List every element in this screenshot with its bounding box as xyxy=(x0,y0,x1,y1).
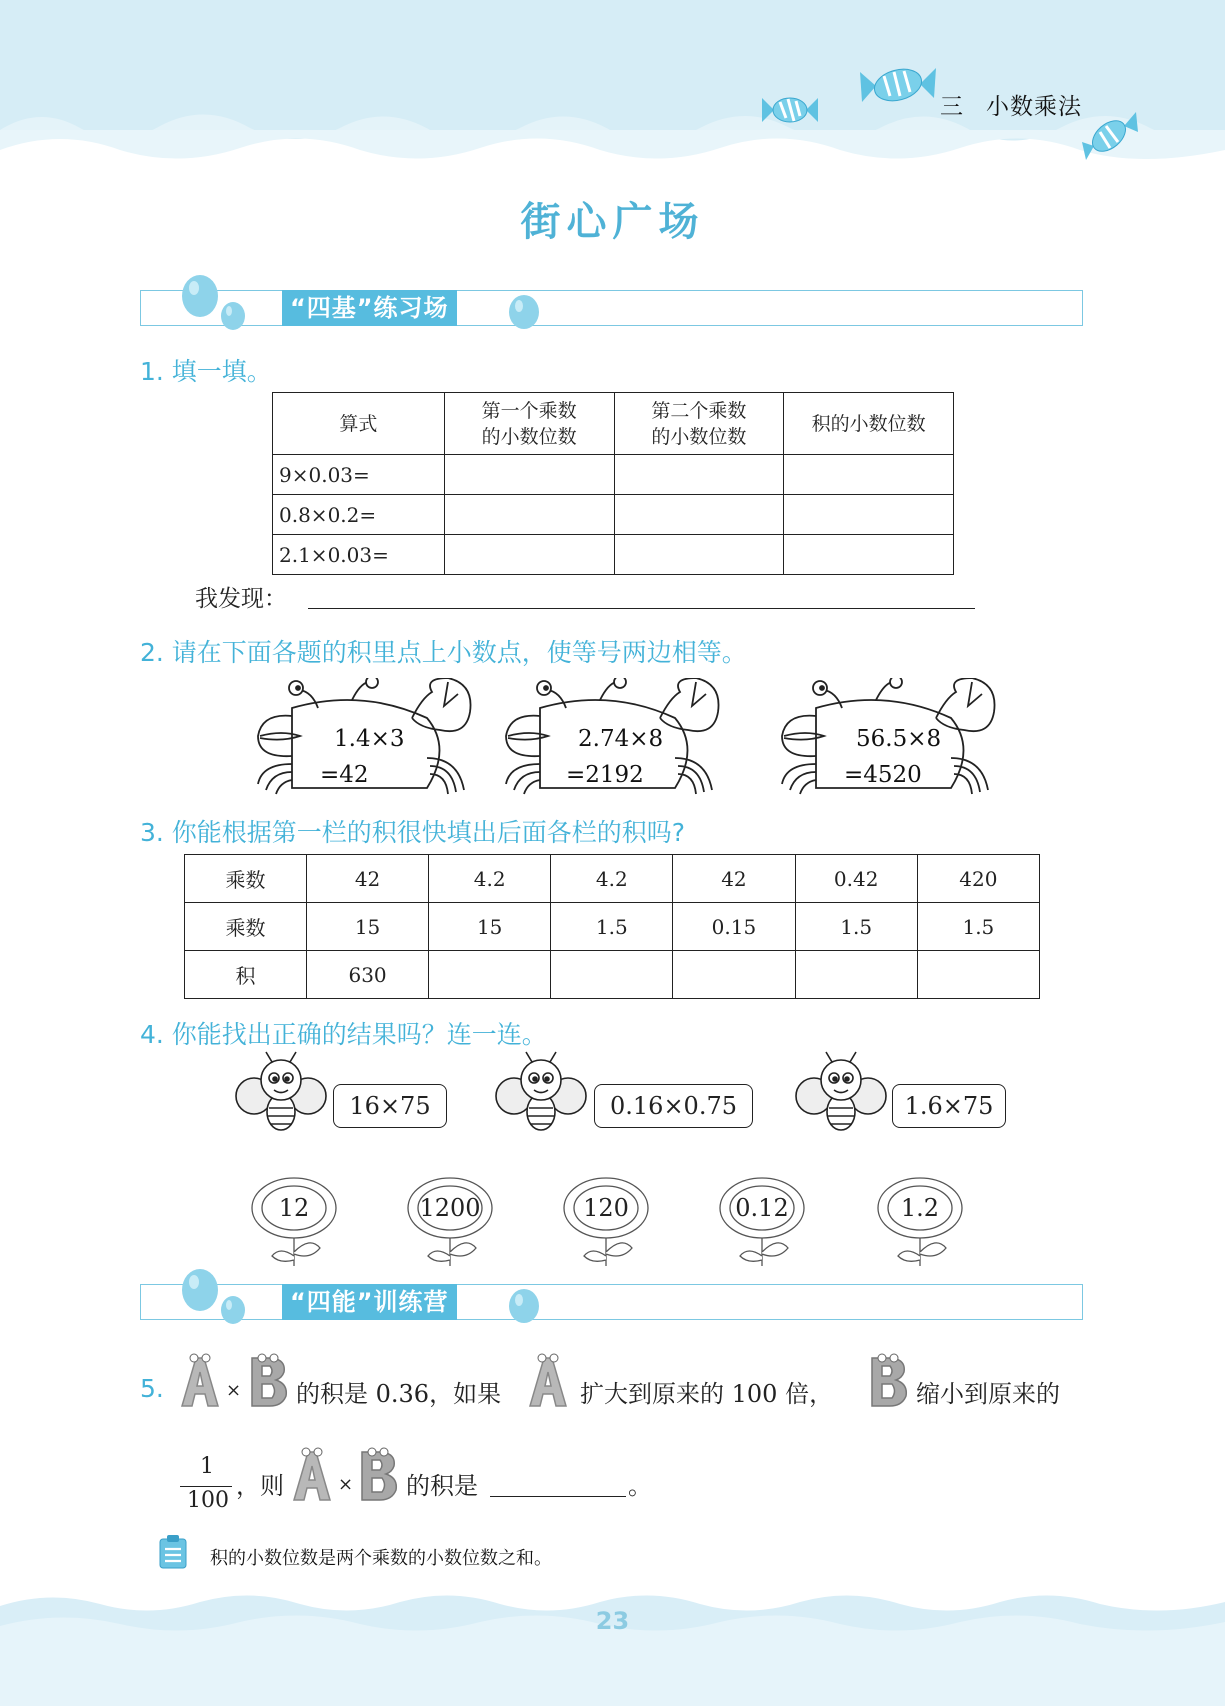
times-sign: × xyxy=(226,1380,242,1401)
result-flower[interactable]: 12 xyxy=(278,1194,310,1222)
answer-cell[interactable] xyxy=(784,455,954,495)
table-cell: 2.1×0.03= xyxy=(273,535,445,575)
table-row xyxy=(273,393,954,455)
fraction-bar xyxy=(180,1486,232,1487)
chapter-number: 三 xyxy=(940,94,964,120)
table-row xyxy=(185,855,1040,903)
result-flower[interactable]: 1.2 xyxy=(900,1194,940,1222)
table-cell: 42 xyxy=(306,855,428,903)
table-cell: 1.5 xyxy=(551,903,673,951)
table-cell: 1.5 xyxy=(795,903,917,951)
bee-icon xyxy=(494,1050,588,1134)
answer-cell[interactable] xyxy=(444,495,614,535)
table-row xyxy=(273,495,954,535)
question-1-title: 1. 填一填。 xyxy=(140,357,272,386)
page-title: 街心广场 xyxy=(520,198,705,245)
table-header: 第一个乘数 的小数位数 xyxy=(444,393,614,455)
table-row xyxy=(185,903,1040,951)
crab-expression: 56.5×8 xyxy=(856,726,942,752)
row-label: 乘数 xyxy=(185,855,307,903)
answer-cell[interactable] xyxy=(784,495,954,535)
q5-text-1: 的积是 0.36，如果 xyxy=(296,1380,502,1408)
table-header: 算式 xyxy=(273,393,445,455)
chapter-title: 小数乘法 xyxy=(986,94,1082,120)
crab-result[interactable]: =2192 xyxy=(566,762,644,788)
table-cell: 9×0.03= xyxy=(273,455,445,495)
letter-a-text: A xyxy=(199,1404,201,1405)
table-cell: 0.15 xyxy=(673,903,795,951)
expression-card[interactable]: 0.16×0.75 xyxy=(594,1084,753,1128)
crab-expression: 1.4×3 xyxy=(334,726,405,752)
table-cell: 0.8×0.2= xyxy=(273,495,445,535)
letter-b-icon xyxy=(356,1446,400,1502)
letter-a-icon xyxy=(178,1352,222,1408)
expression-card[interactable]: 1.6×75 xyxy=(892,1084,1006,1128)
letter-b-icon xyxy=(246,1352,290,1408)
answer-cell[interactable] xyxy=(444,455,614,495)
row-label: 乘数 xyxy=(185,903,307,951)
q1-table xyxy=(272,392,954,575)
balloon-icon xyxy=(178,272,248,336)
question-3-title: 3. 你能根据第一栏的积很快填出后面各栏的积吗? xyxy=(140,818,686,847)
q5-answer-line[interactable] xyxy=(490,1496,626,1497)
answer-cell[interactable] xyxy=(614,455,784,495)
balloon-icon xyxy=(178,1266,248,1330)
table-cell: 4.2 xyxy=(429,855,551,903)
q5-text-6: 。 xyxy=(628,1472,652,1500)
table-cell: 420 xyxy=(917,855,1039,903)
table-cell: 630 xyxy=(306,951,428,999)
table-cell: 15 xyxy=(429,903,551,951)
bee-icon xyxy=(234,1050,328,1134)
q5-text-2: 扩大到原来的 100 倍， xyxy=(580,1380,834,1408)
letter-a-icon xyxy=(290,1446,334,1502)
letter-b-icon xyxy=(866,1352,910,1408)
answer-cell[interactable] xyxy=(673,951,795,999)
table-header: 积的小数位数 xyxy=(784,393,954,455)
table-cell: 1.5 xyxy=(917,903,1039,951)
header-band xyxy=(0,0,1225,170)
crab-expression: 2.74×8 xyxy=(578,726,664,752)
question-2-title: 2. 请在下面各题的积里点上小数点，使等号两边相等。 xyxy=(140,638,747,667)
table-cell: 42 xyxy=(673,855,795,903)
section-label-basics: “四基”练习场 xyxy=(282,290,457,326)
candy-icon xyxy=(760,92,820,128)
answer-cell[interactable] xyxy=(795,951,917,999)
answer-cell[interactable] xyxy=(784,535,954,575)
chapter-heading xyxy=(940,88,1082,121)
answer-cell[interactable] xyxy=(917,951,1039,999)
answer-cell[interactable] xyxy=(551,951,673,999)
notepad-icon xyxy=(158,1534,188,1570)
candy-icon xyxy=(858,62,938,110)
q5-text-5: 的积是 xyxy=(406,1472,478,1500)
question-5-number: 5. xyxy=(140,1374,164,1403)
expression-card[interactable]: 16×75 xyxy=(333,1084,447,1128)
tip-text: 积的小数位数是两个乘数的小数位数之和。 xyxy=(210,1548,552,1569)
q3-table xyxy=(184,854,1040,999)
bee-icon xyxy=(794,1050,888,1134)
result-flower[interactable]: 1200 xyxy=(419,1194,481,1222)
table-row xyxy=(273,535,954,575)
table-row xyxy=(273,455,954,495)
page-number: 23 xyxy=(595,1607,630,1635)
answer-cell[interactable] xyxy=(614,535,784,575)
answer-cell[interactable] xyxy=(614,495,784,535)
result-flower[interactable]: 0.12 xyxy=(735,1194,789,1222)
row-label: 积 xyxy=(185,951,307,999)
result-flower[interactable]: 120 xyxy=(583,1194,629,1222)
section-label-abilities: “四能”训练营 xyxy=(282,1284,457,1320)
q5-text-4: ，则 xyxy=(236,1472,284,1500)
q5-text-3: 缩小到原来的 xyxy=(916,1380,1060,1408)
discover-answer-line[interactable] xyxy=(308,608,975,609)
table-cell: 15 xyxy=(306,903,428,951)
table-row xyxy=(185,951,1040,999)
table-header: 第二个乘数 的小数位数 xyxy=(614,393,784,455)
answer-cell[interactable] xyxy=(429,951,551,999)
times-sign: × xyxy=(338,1474,354,1495)
discover-label: 我发现： xyxy=(195,586,287,612)
table-cell: 4.2 xyxy=(551,855,673,903)
fraction-numerator: 1 xyxy=(200,1454,214,1479)
balloon-icon xyxy=(506,294,542,334)
crab-result[interactable]: =42 xyxy=(320,762,369,788)
table-cell: 0.42 xyxy=(795,855,917,903)
letter-a-icon xyxy=(526,1352,570,1408)
question-4-title: 4. 你能找出正确的结果吗？连一连。 xyxy=(140,1020,547,1049)
answer-cell[interactable] xyxy=(444,535,614,575)
crab-result[interactable]: =4520 xyxy=(844,762,922,788)
fraction-denominator: 100 xyxy=(187,1488,229,1513)
candy-icon xyxy=(1078,108,1140,164)
balloon-icon xyxy=(506,1288,542,1328)
